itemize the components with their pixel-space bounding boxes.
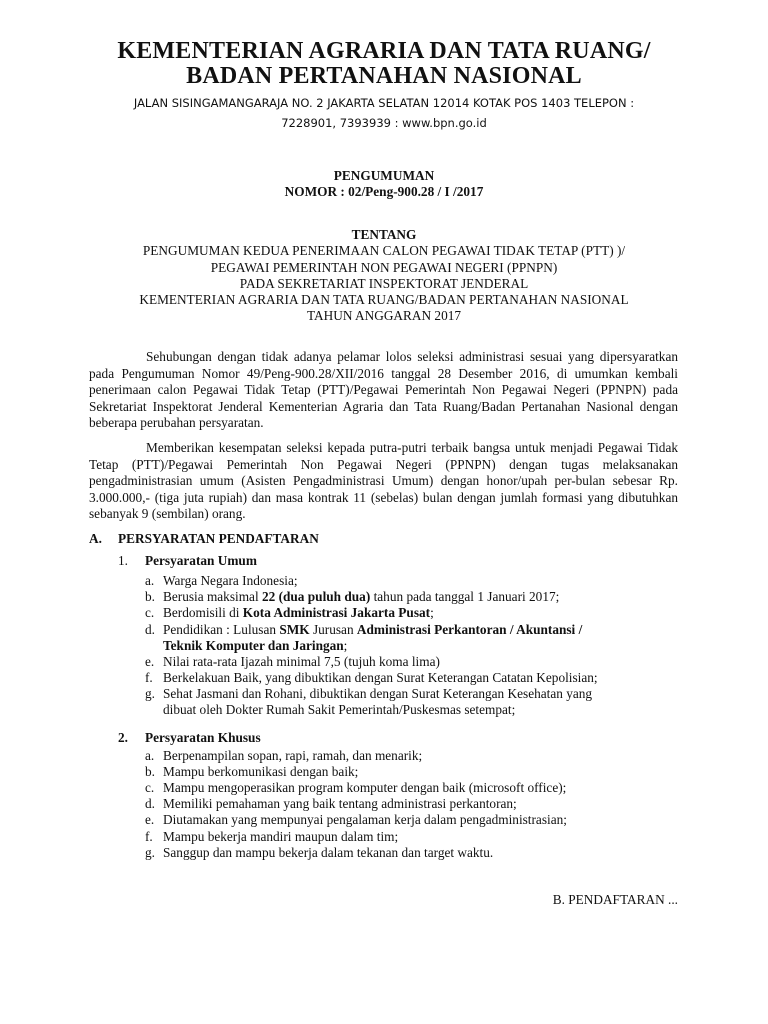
continuation-note: B. PENDAFTARAN ... <box>552 892 678 907</box>
khusus-title: Persyaratan Khusus <box>145 730 261 745</box>
umum-item-g-letter: g. <box>145 686 155 701</box>
letterhead-title-line2: BADAN PERTANAHAN NASIONAL <box>186 63 582 89</box>
khusus-item-e-letter: e. <box>145 812 155 827</box>
khusus-item-g: Sanggup dan mampu bekerja dalam tekanan dan target waktu. <box>163 845 494 860</box>
umum-item-b-post: tahun pada tanggal 1 Januari 2017; <box>370 589 560 604</box>
umum-item-d-mid: Jurusan <box>309 622 357 637</box>
umum-item-d-bold2: Administrasi Perkantoran / Akuntansi / <box>356 622 583 637</box>
khusus-item-f: Mampu bekerja mandiri maupun dalam tim; <box>163 829 399 844</box>
letterhead-address-line1: JALAN SISINGAMANGARAJA NO. 2 JAKARTA SELATAN 12014 KOTAK POS 1403 TELEPON : <box>133 96 635 110</box>
umum-item-c <box>163 605 434 621</box>
umum-item-g-line2: dibuat oleh Dokter Rumah Sakit Pemerintah/Puskesmas setempat; <box>163 702 516 717</box>
umum-number: 1. <box>118 553 128 568</box>
umum-item-c-pre: Berdomisili di <box>163 605 243 620</box>
khusus-item-c: Mampu mengoperasikan program komputer dengan baik (microsoft office); <box>163 780 567 795</box>
announcement-number: NOMOR : 02/Peng-900.28 / I /2017 <box>284 184 484 199</box>
subject-line-5: TAHUN ANGGARAN 2017 <box>306 308 462 323</box>
umum-item-f: Berkelakuan Baik, yang dibuktikan dengan Surat Keterangan Catatan Kepolisian; <box>163 670 598 685</box>
letterhead-title-line1: KEMENTERIAN AGRARIA DAN TATA RUANG/ <box>117 38 651 64</box>
umum-item-a-letter: a. <box>145 573 155 588</box>
umum-item-b-pre: Berusia maksimal <box>163 589 262 604</box>
body-paragraph-2 <box>89 440 678 523</box>
umum-item-d-line2-bold: Teknik Komputer dan Jaringan <box>163 638 344 653</box>
umum-item-f-letter: f. <box>145 670 153 685</box>
khusus-item-c-letter: c. <box>145 780 155 795</box>
subject-line-4: KEMENTERIAN AGRARIA DAN TATA RUANG/BADAN PERTANAHAN NASIONAL <box>139 292 629 307</box>
umum-item-d-bold1: SMK <box>279 622 310 637</box>
subject-line-2: PEGAWAI PEMERINTAH NON PEGAWAI NEGERI (PPNPN) <box>210 260 558 275</box>
umum-item-a: Warga Negara Indonesia; <box>163 573 298 588</box>
umum-item-d-line1 <box>163 622 582 638</box>
umum-item-d-post: ; <box>343 638 348 653</box>
khusus-item-b: Mampu berkomunikasi dengan baik; <box>163 764 359 779</box>
khusus-item-d-letter: d. <box>145 796 155 811</box>
subject-tentang: TENTANG <box>351 227 417 242</box>
umum-item-d-letter: d. <box>145 622 155 637</box>
section-a-title: PERSYARATAN PENDAFTARAN <box>118 531 319 546</box>
subject-line-1: PENGUMUMAN KEDUA PENERIMAAN CALON PEGAWAI TIDAK TETAP (PTT) )/ <box>142 243 626 258</box>
umum-item-b-letter: b. <box>145 589 155 604</box>
umum-item-b-bold: 22 (dua puluh dua) <box>261 589 371 604</box>
khusus-item-d: Memiliki pemahaman yang baik tentang administrasi perkantoran; <box>163 796 517 811</box>
body-paragraph-1-text: Sehubungan dengan tidak adanya pelamar lolos seleksi administrasi sesuai yang dipersyaratkan pada Pengumuman Nomor 49/Peng-900.28/XII/2016 tanggal 28 Desember 2016, di umumkan kembali penerimaan calon Pegawai Tidak Tetap (PTT)/Pegawai Pemerintah Non Pegawai Negeri (PPNPN) pada Sekretariat Inspektorat Jenderal Kementerian Agraria dan Tata Ruang/Badan Pertanahan Nasional dengan beberapa perubahan persyaratan. <box>89 349 678 430</box>
body-paragraph-2-text: Memberikan kesempatan seleksi kepada putra-putri terbaik bangsa untuk menjadi Pegawai Tidak Tetap (PTT)/Pegawai Pemerintah Non Pegawai Negeri (PPNPN) dengan tugas melaksanakan pengadministrasian umum (Asisten Pengadministrasi Umum) dengan honor/upah per-bulan sebesar Rp. 3.000.000,- (tiga juta rupiah) dan masa kontrak 11 (sebelas) bulan dengan jumlah formasi yang dibutuhkan sebanyak 9 (sembilan) orang. <box>89 440 678 521</box>
umum-item-d-line2 <box>163 638 347 654</box>
umum-item-e-letter: e. <box>145 654 155 669</box>
body-paragraph-1 <box>89 349 678 432</box>
umum-item-c-bold: Kota Administrasi Jakarta Pusat <box>242 605 431 620</box>
announcement-label: PENGUMUMAN <box>333 168 435 183</box>
section-a-letter: A. <box>89 531 102 546</box>
khusus-item-e: Diutamakan yang mempunyai pengalaman kerja dalam pengadministrasian; <box>163 812 567 827</box>
khusus-item-b-letter: b. <box>145 764 155 779</box>
umum-item-g-line1: Sehat Jasmani dan Rohani, dibuktikan dengan Surat Keterangan Kesehatan yang <box>163 686 593 701</box>
khusus-number: 2. <box>118 730 128 745</box>
khusus-item-g-letter: g. <box>145 845 155 860</box>
letterhead-address-line2: 7228901, 7393939 : www.bpn.go.id <box>281 116 487 130</box>
umum-item-d-pre: Pendidikan : Lulusan <box>163 622 280 637</box>
umum-item-c-post: ; <box>430 605 434 620</box>
umum-item-c-letter: c. <box>145 605 155 620</box>
khusus-item-f-letter: f. <box>145 829 153 844</box>
khusus-item-a-letter: a. <box>145 748 155 763</box>
umum-item-b <box>163 589 559 605</box>
umum-item-e: Nilai rata-rata Ijazah minimal 7,5 (tujuh koma lima) <box>163 654 440 669</box>
subject-line-3: PADA SEKRETARIAT INSPEKTORAT JENDERAL <box>239 276 529 291</box>
umum-title: Persyaratan Umum <box>145 553 257 568</box>
khusus-item-a: Berpenampilan sopan, rapi, ramah, dan menarik; <box>163 748 423 763</box>
